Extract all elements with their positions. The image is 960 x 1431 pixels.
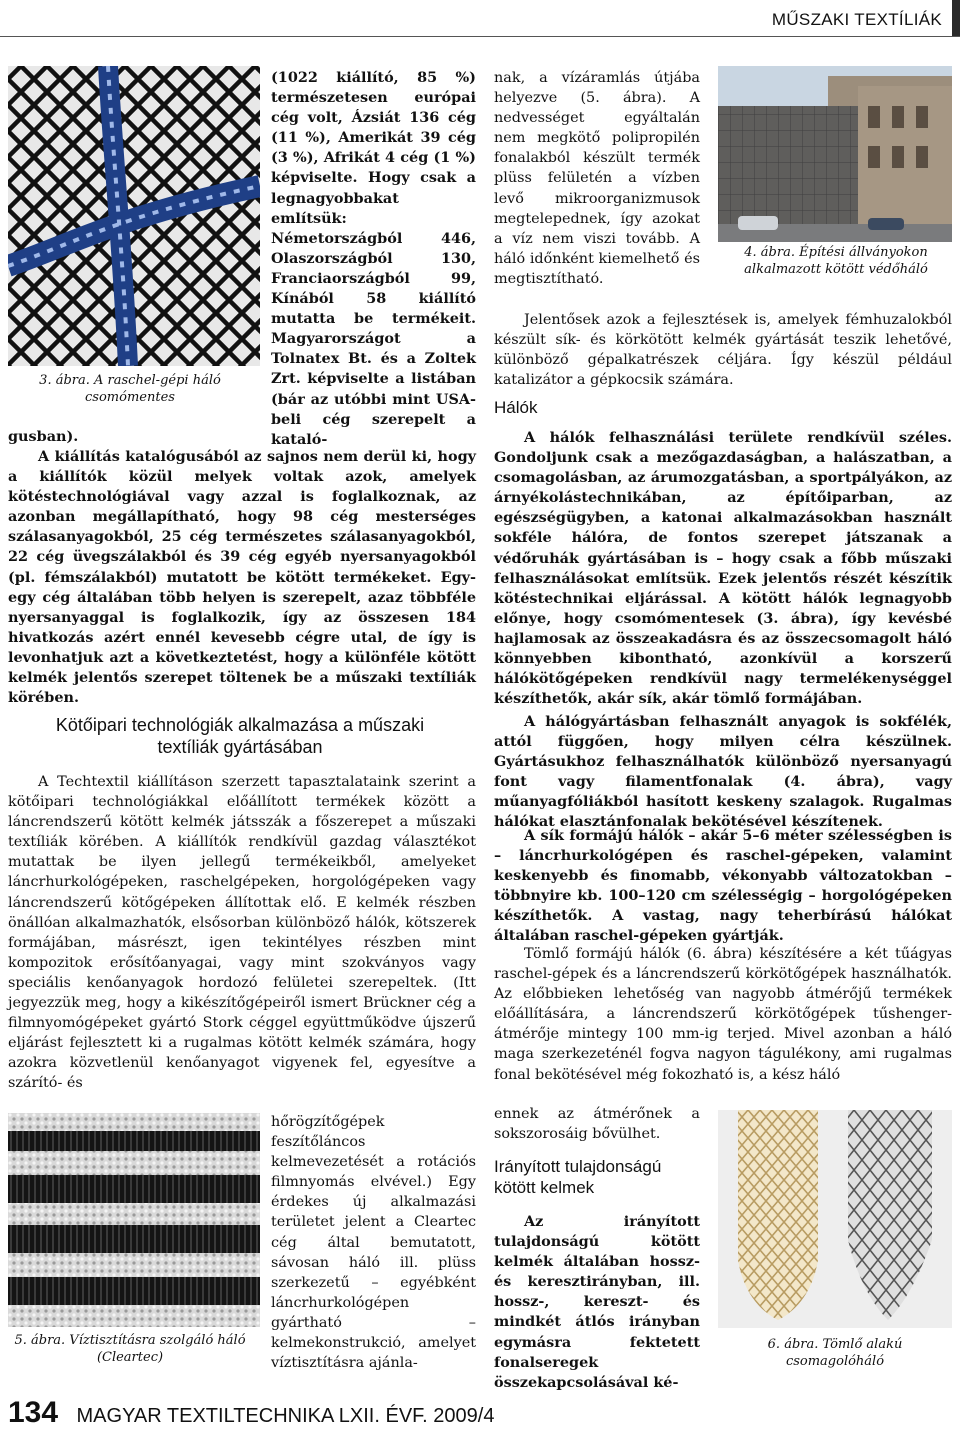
figure-6-caption: 6. ábra. Tömlő alakú csomagolóháló xyxy=(767,1337,903,1369)
header-rule xyxy=(0,36,960,37)
figure-4-building-photo xyxy=(718,66,952,242)
header-bar xyxy=(952,0,960,36)
publication-name: MAGYAR TEXTILTECHNIKA LXII. ÉVF. 2009/4 xyxy=(76,1405,495,1427)
col2-paragraph-1: Jelentősek azok a fejlesztések is, amelyek fémhuzalokból készült sík- és körkötött kelmék gyártását teszik lehetővé, különböző gépalkatrészek céljára. Így készül például katalizátor a gépkocsik számára. xyxy=(494,312,952,389)
col1-bottom-text: hőrögzítőgépek feszítőláncos kelmevezetését a rotációs filmnyomás elvével.) Egy érdekes új alkalmazási területet jelent a Cleartec cég által bemutatott, sávosan háló ill. plüss szerkezetű – egyébként láncrhurkológépen gyártható – kelmekonstrukció, amelyet víztisztításra ajánla- xyxy=(271,1114,476,1372)
col2-paragraph-5-wrap: ennek az átmérőnek a sokszorosáig bővülhet. xyxy=(494,1106,700,1143)
col2-paragraph-6: Az irányított tulajdonságú kötött kelmék általában hossz- és keresztirányban, ill. hossz-, kereszt- és mindkét átlós irányban egymásra fektetett fonalseregek összekapcsolásával ké- xyxy=(494,1213,700,1391)
col2-heading-iranyitott: Irányított tulajdonságú kötött kelmek xyxy=(494,1157,662,1197)
col2-top-text: nak, a vízáramlás útjába helyezve (5. ábra). A nedvességet egyáltalán nem megkötő polipropilén fonalakból készült termék plüss felületén a vízben levő mikroorganizmusok megtelepednek, így azokat a víz nem viszi tovább. A háló időnként kiemelhető és megtisztítható. xyxy=(494,70,700,287)
col2-heading-halok: Hálók xyxy=(494,398,538,417)
figure-5-filter-photo xyxy=(8,1113,260,1327)
col2-paragraph-4: A sík formájú hálók – akár 5–6 méter szélességben is – láncrhurkológépen és raschel-gépeken, valamint keskenyebb és finomabb, vékonyabb változatokban – többnyire kb. 100–120 cm szélességig – horgológépeken készíthetők. A vastag, nagy teherbírású hálókat általában raschel-gépeken gyártják. xyxy=(494,827,952,945)
col1-top-text: (1022 kiállító, 85 %) természetesen európai cég volt, Ázsiát 136 cég (11 %), Amerikát 39 cég (3 %), Afrikát 4 cég (1 %) képviselte. Hogy csak a legnagyobbakat említsük: Németországból 446, Olaszországból 130, Franciaországból 99, Kínából 58 kiállító mutatta be termékeit. Magyarországot a Tolnatex Bt. és a Zoltek Zrt. képviselte a listában (bár az utóbbi mint USA-beli cég szerepelt a kataló- xyxy=(271,69,476,448)
col2-paragraph-3: A hálógyártásban felhasznált anyagok is sokfélék, attól függően, hogy milyen célra készülnek. Gyártásukhoz felhasználhatók különböző nyersanyagú font vagy filamentfonalak (4. ábra), vagy műanyagfóliákból hasított keskeny szalagok. Rugalmas hálókat elasztánfonalak bekötésével készítenek. xyxy=(494,713,952,831)
col2-paragraph-2: A hálók felhasználási területe rendkívül széles. Gondoljunk csak a mezőgazdaságban, a halászatban, a csomagolásban, az árumozgatásban, a sportpályákon, az árnyékolástechnikában, az építőiparban, az egészségügyben, a katonai alkalmazásokban használt sokféle hálóra, de fontos szerepet játszanak a védőruhák gyártásában is – hogy csak a főbb műszaki felhasználásokat említsük. Ezek jelentős részét készítik kötéstechnikai eljárással. A kötött hálók legnagyobb előnye, hogy csomómentesek (3. ábra), így kevésbé hajlamosak az összeakadásra és az összecsomagolt háló könnyebben kibontható, azonkívül a korszerű hálókötőgépeken rendkívül nagy termelékenységgel készíthetők, akár sík, akár tömlő formájában. xyxy=(494,429,952,708)
figure-6-tube-net-photo xyxy=(718,1110,952,1328)
col1-paragraph-2: A kiállítás katalógusából az sajnos nem derül ki, hogy a kiállítók közül melyek voltak azok, amelyek kötéstechnológiával vagy azzal is foglalkoznak, az azonban megállapítható, hogy 98 cég mesterséges szálasanyagokból, 25 cég természetes szálasanyagokból, 22 cég üvegszálakból és 39 cég egyéb nyersanyagokból (pl. fémszálakból) mutatott be kötött termékeket. Egy-egy cég általában több helyen is szerepelt, azaz többféle nyersanyaggal is foglalkozik, így az összesen 184 hivatkozás azért ennél kevesebb cégre utal, de így is levonhatjuk azt a következtetést, hogy a különféle kötött kelmék jelentős szerepet töltenek be a műszaki textíliák körében. xyxy=(8,448,476,707)
page-header xyxy=(0,0,960,40)
col2-paragraph-5: Tömlő formájú hálók (6. ábra) készítésére a két tűágyas raschel-gépek és a láncrendszerű körkötőgépek használhatók. Az előbbieken lehetőség van nagyobb átmérőjű termékek előállítására, a láncrendszerű körkötőgépek tűshenger-átmérője mintegy 100 mm-ig terjed. Mivel azonban a háló maga szerkezeténél fogva nagyon tágulékony, ami rugalmas fonal bekötésével még fokozható is, a kész háló xyxy=(494,946,952,1083)
figure-3-net-photo xyxy=(8,66,260,366)
figure-3-caption: 3. ábra. A raschel-gépi háló csomómentes xyxy=(39,373,221,405)
figure-5-caption: 5. ábra. Víztisztításra szolgáló háló (Cleartec) xyxy=(14,1333,246,1365)
col1-section-heading: Kötőipari technológiák alkalmazása a műszaki textíliák gyártásában xyxy=(55,715,425,757)
page-footer xyxy=(8,1396,494,1430)
section-title: MŰSZAKI TEXTÍLIÁK xyxy=(771,10,942,29)
col1-para-end: gusban). xyxy=(8,428,79,445)
col1-paragraph-3: A Techtextil kiállításon szerzett tapasztalataink szerint a kötőipari technológiákkal előállított termékek között a láncrendszerű kötött kelmék játsszák a főszerepet a műszaki textíliák körében. A kiállítók rendkívül gazdag választékot mutattak be ilyen jellegű termékeikből, amelyeket láncrhurkológépeken, raschelgépeken, horgológépeken vagy láncrendszerű kötőgépeken állítottak elő. E kelmék részben önállóan alkalmazhatók, elsősorban különböző hálók, kötszerek formájában, másrészt, igen tekintélyes részben mint kompozitok erősítőanyagai, vagy mint szokványos vagy speciális kenőanyagok hordozó felületei szerepeltek. (Itt jegyezzük meg, hogy a kikészítőgépeiről ismert Brückner cég a filmnyomógépeket gyártó Stork céggel együttműködve újszerű eljárást fejlesztett ki a rugalmas kötött kelmék számára, hogy azokra közvetlenül kenőanyagot vigyenek fel, egyesítve a szárító- és xyxy=(8,774,476,1092)
figure-4-caption: 4. ábra. Építési állványokon alkalmazott kötött védőháló xyxy=(744,245,928,277)
page-number: 134 xyxy=(8,1396,59,1429)
